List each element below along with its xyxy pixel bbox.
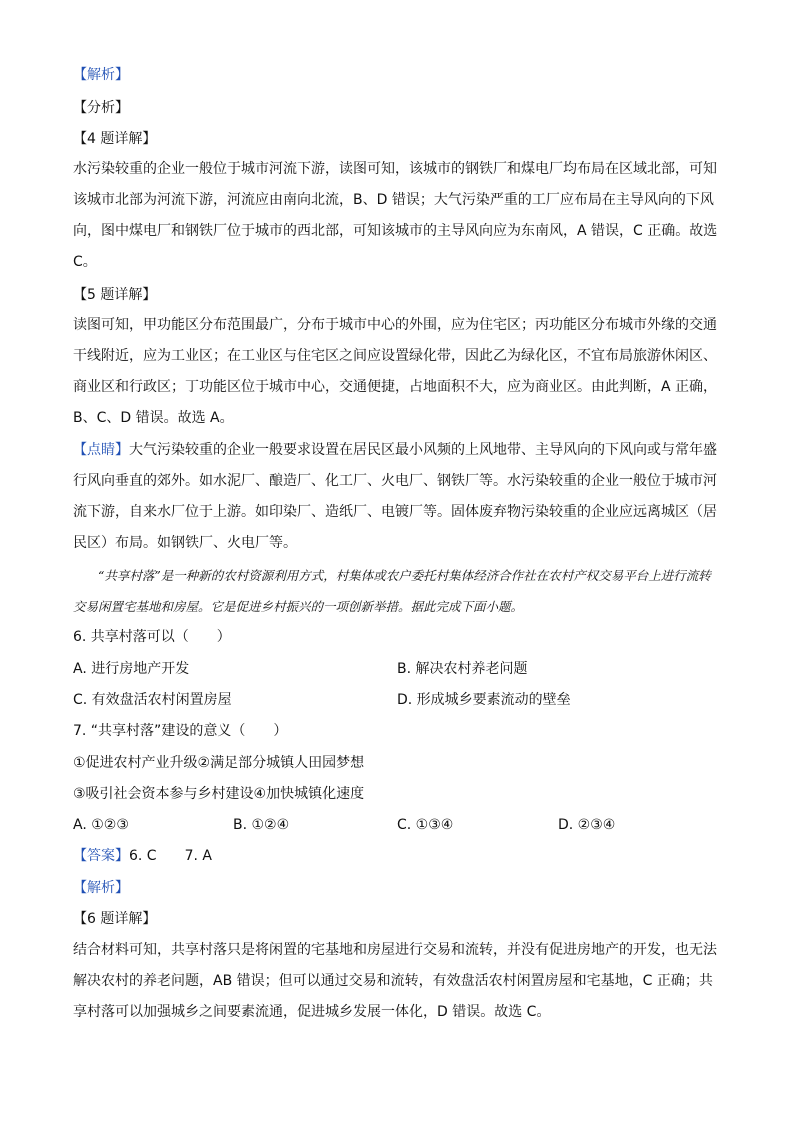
q5-detail-heading: 【5 题详解】 xyxy=(73,287,157,303)
q7-option-d: D. ②③④ xyxy=(558,817,616,833)
q7-statements-1: ①促进农村产业升级②满足部分城镇人田园梦想 xyxy=(73,755,365,771)
analysis-heading: 【解析】 xyxy=(73,67,129,83)
answer-text: 6. C 7. A xyxy=(129,848,212,864)
q7-option-a: A. ①②③ xyxy=(73,817,129,833)
dianjing-block xyxy=(73,435,723,559)
q4-detail-heading: 【4 题详解】 xyxy=(73,131,157,147)
analysis-heading-2: 【解析】 xyxy=(73,880,129,896)
q7-statements-2: ③吸引社会资本参与乡村建设④加快城镇化速度 xyxy=(73,786,365,802)
q6-detail-text: 结合材料可知，共享村落只是将闲置的宅基地和房屋进行交易和流转，并没有促进房地产的开发，也无法解决农村的养老问题，AB 错误；但可以通过交易和流转，有效盘活农村闲置房屋和宅基地，C 正确；共享村落可以加强城乡之间要素流通，促进城乡发展一体化，D 错误。故选 C。 xyxy=(73,942,717,1020)
dianjing-heading: 【点睛】 xyxy=(73,442,129,458)
q6-option-b: B. 解决农村养老问题 xyxy=(397,661,528,677)
q6-option-c: C. 有效盘活农村闲置房屋 xyxy=(73,692,232,708)
q4-detail-text: 水污染较重的企业一般位于城市河流下游，读图可知，该城市的钢铁厂和煤电厂均布局在区域北部，可知该城市北部为河流下游，河流应由南向北流，B、D 错误；大气污染严重的工厂应布局在主导风向的下风向，图中煤电厂和钢铁厂位于城市的西北部，可知该城市的主导风向应为东南风，A 错误，C 正确。故选C。 xyxy=(73,161,718,270)
q6-stem: 6. 共享村落可以（ ） xyxy=(73,629,231,645)
q7-option-b: B. ①②④ xyxy=(233,817,290,833)
q6-option-a: A. 进行房地产开发 xyxy=(73,661,190,677)
q7-option-c: C. ①③④ xyxy=(397,817,454,833)
q6-detail-heading: 【6 题详解】 xyxy=(73,911,157,927)
answer-line xyxy=(73,846,723,866)
q6-option-d: D. 形成城乡要素流动的壁垒 xyxy=(397,692,571,708)
q7-stem: 7. “共享村落”建设的意义（ ） xyxy=(73,723,288,739)
fenxi-heading: 【分析】 xyxy=(73,100,129,116)
dianjing-text: 大气污染较重的企业一般要求设置在居民区最小风频的上风地带、主导风向的下风向或与常年盛行风向垂直的郊外。如水泥厂、酿造厂、化工厂、火电厂、钢铁厂等。水污染较重的企业一般位于城市河流下游，自来水厂位于上游。如印染厂、造纸厂、电镀厂等。固体废弃物污染较重的企业应远离城区（居民区）布局。如钢铁厂、火电厂等。 xyxy=(73,442,717,551)
answer-heading: 【答案】 xyxy=(73,848,129,864)
material-text: “共享村落”是一种新的农村资源利用方式，村集体或农户委托村集体经济合作社在农村产权交易平台上进行流转交易闲置宅基地和房屋。它是促进乡村振兴的一项创新举措。据此完成下面小题。 xyxy=(73,568,711,614)
q5-detail-text: 读图可知，甲功能区分布范围最广，分布于城市中心的外围，应为住宅区；丙功能区分布城市外缘的交通干线附近，应为工业区；在工业区与住宅区之间应设置绿化带，因此乙为绿化区，不宜布局旅游休闲区、商业区和行政区；丁功能区位于城市中心，交通便捷，占地面积不大，应为商业区。由此判断，A 正确，B、C、D 错误。故选 A。 xyxy=(73,317,718,426)
